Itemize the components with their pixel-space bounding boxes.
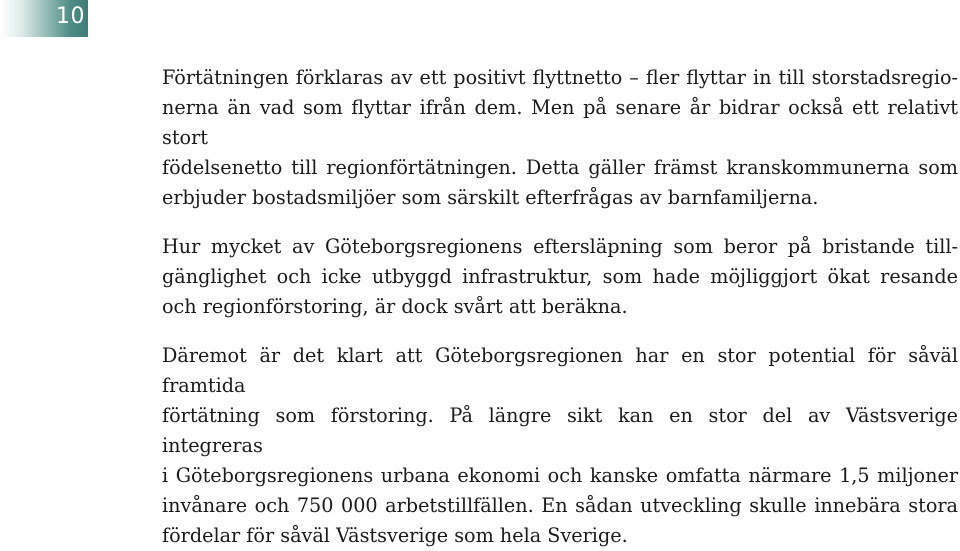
paragraph-line: i Göteborgsregionens urbana ekonomi och kanske omfatta närmare 1,5 miljoner — [162, 464, 958, 487]
body-text — [162, 63, 958, 551]
paragraph-line: Förtätningen förklaras av ett positivt flyttnetto – fler flyttar in till storstadsregio- — [162, 66, 958, 89]
page-number: 10 — [56, 4, 85, 29]
paragraph-line: invånare och 750 000 arbetstillfällen. En sådan utveckling skulle innebära stora — [162, 494, 958, 517]
paragraph-line: och regionförstoring, är dock svårt att beräkna. — [162, 295, 628, 318]
paragraph-line: Hur mycket av Göteborgsregionens eftersläpning som beror på bristande till- — [162, 235, 958, 258]
paragraph-1 — [162, 63, 958, 213]
paragraph-line: fördelar för såväl Västsverige som hela Sverige. — [162, 524, 628, 547]
paragraph-line: nerna än vad som flyttar ifrån dem. Men på senare år bidrar också ett relativt stort — [162, 96, 958, 149]
paragraph-line: förtätning som förstoring. På längre sikt kan en stor del av Västsverige integreras — [162, 404, 958, 457]
paragraph-line: gänglighet och icke utbyggd infrastruktur, som hade möjliggjort ökat resande — [162, 265, 958, 288]
paragraph-line: erbjuder bostadsmiljöer som särskilt efterfrågas av barnfamiljerna. — [162, 186, 819, 209]
paragraph-line: födelsenetto till regionförtätningen. Detta gäller främst kranskommunerna som — [162, 156, 958, 179]
paragraph-line: Däremot är det klart att Göteborgsregionen har en stor potential för såväl framtida — [162, 344, 958, 397]
paragraph-2 — [162, 232, 958, 322]
paragraph-3 — [162, 341, 958, 551]
page-number-tab — [0, 0, 88, 37]
